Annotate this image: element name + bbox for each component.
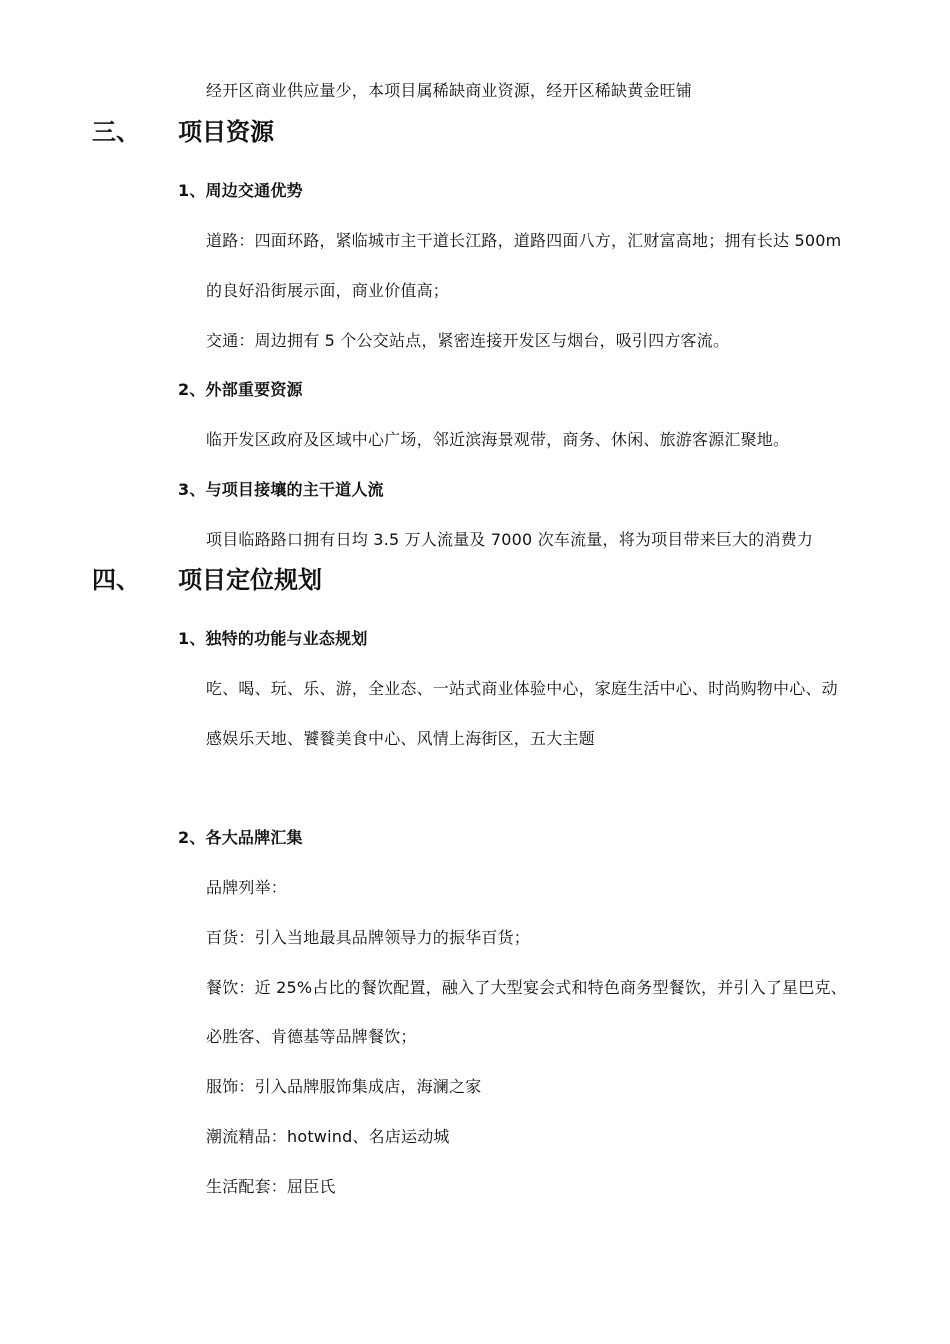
paragraph-line: 餐饮：近 25%占比的餐饮配置，融入了大型宴会式和特色商务型餐饮，并引入了星巴克、 <box>206 978 847 997</box>
section-4-sub1-title: 1、独特的功能与业态规划 <box>178 629 368 648</box>
section-4-title: 项目定位规划 <box>178 566 322 594</box>
paragraph-line: 道路：四面环路，紧临城市主干道长江路，道路四面八方，汇财富高地；拥有长达 500m <box>206 231 842 250</box>
section-3-sub2-title: 2、外部重要资源 <box>178 380 303 399</box>
paragraph-line: 项目临路路口拥有日均 3.5 万人流量及 7000 次车流量，将为项目带来巨大的消费力 <box>206 530 814 549</box>
paragraph-line: 感娱乐天地、饕餮美食中心、风情上海街区，五大主题 <box>206 729 595 748</box>
paragraph-line: 的良好沿街展示面，商业价值高； <box>206 281 450 300</box>
paragraph-line: 百货：引入当地最具品牌领导力的振华百货； <box>206 928 531 947</box>
paragraph-line: 服饰：引入品牌服饰集成店，海澜之家 <box>206 1077 482 1096</box>
paragraph-line: 必胜客、肯德基等品牌餐饮； <box>206 1027 417 1046</box>
paragraph-line: 吃、喝、玩、乐、游，全业态、一站式商业体验中心，家庭生活中心、时尚购物中心、动 <box>206 679 838 698</box>
section-3-number: 三、 <box>92 118 140 146</box>
paragraph-line: 潮流精品：hotwind、名店运动城 <box>206 1127 450 1146</box>
paragraph-line: 品牌列举： <box>206 878 288 897</box>
section-4-sub2-title: 2、各大品牌汇集 <box>178 828 303 847</box>
section-3-sub3-title: 3、与项目接壤的主干道人流 <box>178 480 384 499</box>
paragraph-line: 生活配套：屈臣氏 <box>206 1177 336 1196</box>
section-3-sub1-title: 1、周边交通优势 <box>178 181 303 200</box>
paragraph-line: 临开发区政府及区域中心广场，邻近滨海景观带，商务、休闲、旅游客源汇聚地。 <box>206 430 790 449</box>
section-4-number: 四、 <box>92 566 140 594</box>
intro-line: 经开区商业供应量少，本项目属稀缺商业资源，经开区稀缺黄金旺铺 <box>206 81 693 100</box>
paragraph-line: 交通：周边拥有 5 个公交站点，紧密连接开发区与烟台，吸引四方客流。 <box>206 331 730 350</box>
section-3-title: 项目资源 <box>178 118 274 146</box>
